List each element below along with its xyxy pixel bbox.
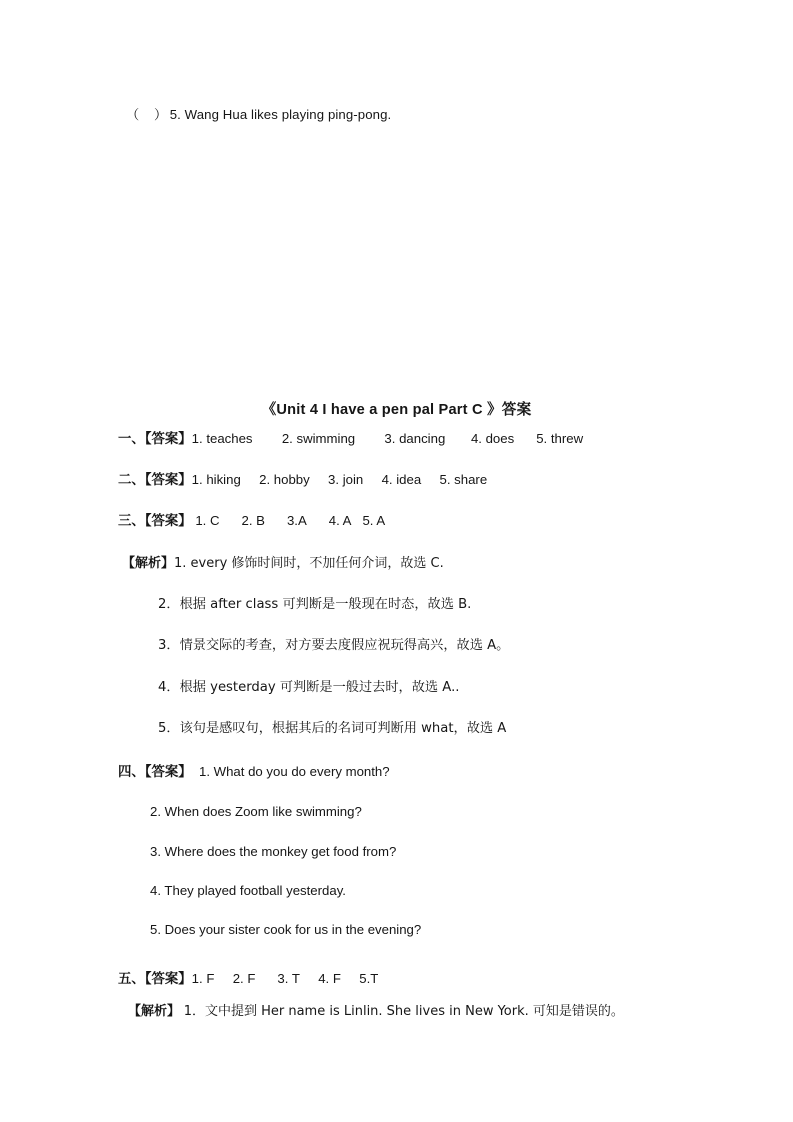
title-suffix: 答案 [501,401,532,418]
title-close-mark: 》 [486,401,502,418]
section-one-item-2: 2. swimming [281,431,356,446]
analysis-three-item-1: 1. every 修饰时间时，不加任何介词，故选 C. [174,556,444,571]
section-five-answers [118,972,378,986]
carryover-question-text: 5. Wang Hua likes playing ping-pong. [169,107,392,122]
section-one-item-4: 4. does [470,431,515,446]
section-five-item-4: 4. F [318,971,341,986]
section-three-label: 三、【答案】 [118,514,192,529]
section-two-item-5: 5. share [439,472,488,487]
analysis-three-item-2: 2．根据 after class 可判断是一般现在时态，故选 B. [158,597,472,612]
title-open-mark: 《 [261,401,277,418]
section-four-answers [118,765,390,779]
analysis-three-item-4: 4．根据 yesterday 可判断是一般过去时，故选 A.. [158,680,460,695]
section-five-item-5: 5.T [359,971,379,986]
section-three-item-5: 5. A [362,513,386,528]
section-five-item-3: 3. T [277,971,300,986]
section-one-answers [118,432,583,446]
carryover-question [126,108,391,121]
section-one-item-5: 5. threw [536,431,584,446]
analysis-three-tag: 【解析】 [122,556,175,571]
section-four-item-2: 2. When does Zoom like swimming? [150,804,362,819]
section-three-item-2: 2. B [241,513,265,528]
section-four-item-5: 5. Does your sister cook for us in the evening? [150,922,422,937]
section-two-answers [118,473,487,487]
analysis-three-item-3: 3．情景交际的考查，对方要去度假应祝玩得高兴，故选 A。 [158,638,510,653]
section-five-label: 五、【答案】 [118,972,192,987]
section-four-item-4: 4. They played football yesterday. [150,883,346,898]
section-two-item-4: 4. idea [381,472,422,487]
analysis-three-first-line [122,556,444,570]
section-two-item-2: 2. hobby [259,472,310,487]
section-four-item-3: 3. Where does the monkey get food from? [150,844,397,859]
analysis-three-item-5: 5．该句是感叹句，根据其后的名词可判断用 what，故选 A [158,721,507,736]
section-one-item-1: 1. teaches [191,431,253,446]
section-four-item-1: 1. What do you do every month? [198,764,390,779]
section-two-label: 二、【答案】 [118,473,192,488]
analysis-five-line [128,1004,624,1018]
page-title [0,398,793,419]
section-three-item-3: 3.A [286,513,307,528]
section-five-item-1: 1. F [191,971,215,986]
answer-blank-brackets: （ ） [126,107,170,122]
section-three-item-1: 1. C [195,513,220,528]
section-three-answers [118,514,385,528]
section-four-label: 四、【答案】 [118,765,192,780]
analysis-five-text: 1．文中提到 Her name is Linlin. She lives in New York. 可知是错误的。 [183,1004,624,1019]
section-five-item-2: 2. F [232,971,256,986]
section-one-label: 一、【答案】 [118,432,192,447]
analysis-five-tag: 【解析】 [128,1004,181,1019]
section-two-item-3: 3. join [328,472,364,487]
title-main: Unit 4 I have a pen pal Part C [276,402,487,418]
section-three-item-4: 4. A [328,513,352,528]
section-two-item-1: 1. hiking [191,472,241,487]
section-one-item-3: 3. dancing [384,431,446,446]
